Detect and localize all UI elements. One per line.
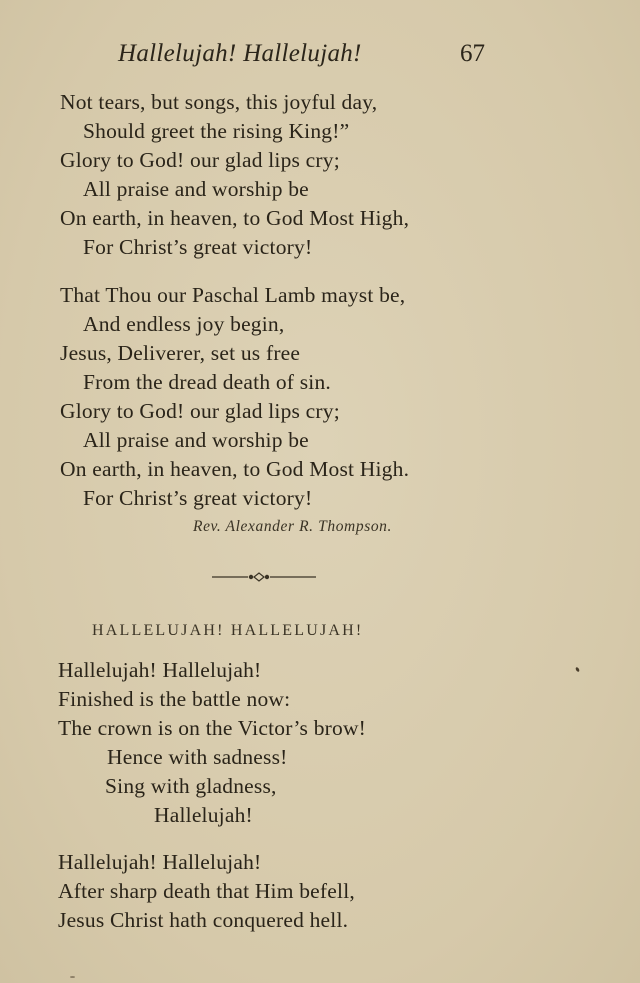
verse-line: On earth, in heaven, to God Most High. bbox=[60, 457, 410, 481]
verse-line: Sing with gladness, bbox=[105, 774, 277, 798]
verse-line: Finished is the battle now: bbox=[58, 687, 291, 711]
verse-line: After sharp death that Him befell, bbox=[58, 879, 355, 903]
verse-line: Glory to God! our glad lips cry; bbox=[60, 148, 340, 172]
verse-line: Not tears, but songs, this joyful day, bbox=[60, 90, 378, 114]
verse-line: All praise and worship be bbox=[83, 177, 309, 201]
verse-line: Jesus, Deliverer, set us free bbox=[60, 341, 301, 365]
verse-line: And endless joy begin, bbox=[83, 312, 285, 336]
verse-line: The crown is on the Victor’s brow! bbox=[58, 716, 367, 740]
verse-line: On earth, in heaven, to God Most High, bbox=[60, 206, 410, 230]
verse-line: Hallelujah! Hallelujah! bbox=[58, 658, 262, 682]
verse-line: Glory to God! our glad lips cry; bbox=[60, 399, 340, 423]
diamond-rule-ornament-icon bbox=[212, 570, 316, 584]
paper-speck bbox=[70, 976, 75, 978]
verse-line: For Christ’s great victory! bbox=[83, 235, 313, 259]
paper-speck bbox=[575, 667, 580, 673]
verse-line: Hallelujah! bbox=[154, 803, 253, 827]
verse-line: Hence with sadness! bbox=[107, 745, 288, 769]
verse-line: Jesus Christ hath conquered hell. bbox=[58, 908, 349, 932]
verse-line: All praise and worship be bbox=[83, 428, 309, 452]
verse-line: Hallelujah! Hallelujah! bbox=[58, 850, 262, 874]
verse-line: Should greet the rising King!” bbox=[83, 119, 350, 143]
verse-line: From the dread death of sin. bbox=[83, 370, 332, 394]
page-number: 67 bbox=[460, 40, 485, 67]
poem-attribution: Rev. Alexander R. Thompson. bbox=[193, 518, 393, 535]
running-head-title: Hallelujah! Hallelujah! bbox=[118, 40, 362, 67]
verse-line: That Thou our Paschal Lamb mayst be, bbox=[60, 283, 406, 307]
verse-line: For Christ’s great victory! bbox=[83, 486, 313, 510]
poem-title: HALLELUJAH! HALLELUJAH! bbox=[92, 622, 364, 639]
